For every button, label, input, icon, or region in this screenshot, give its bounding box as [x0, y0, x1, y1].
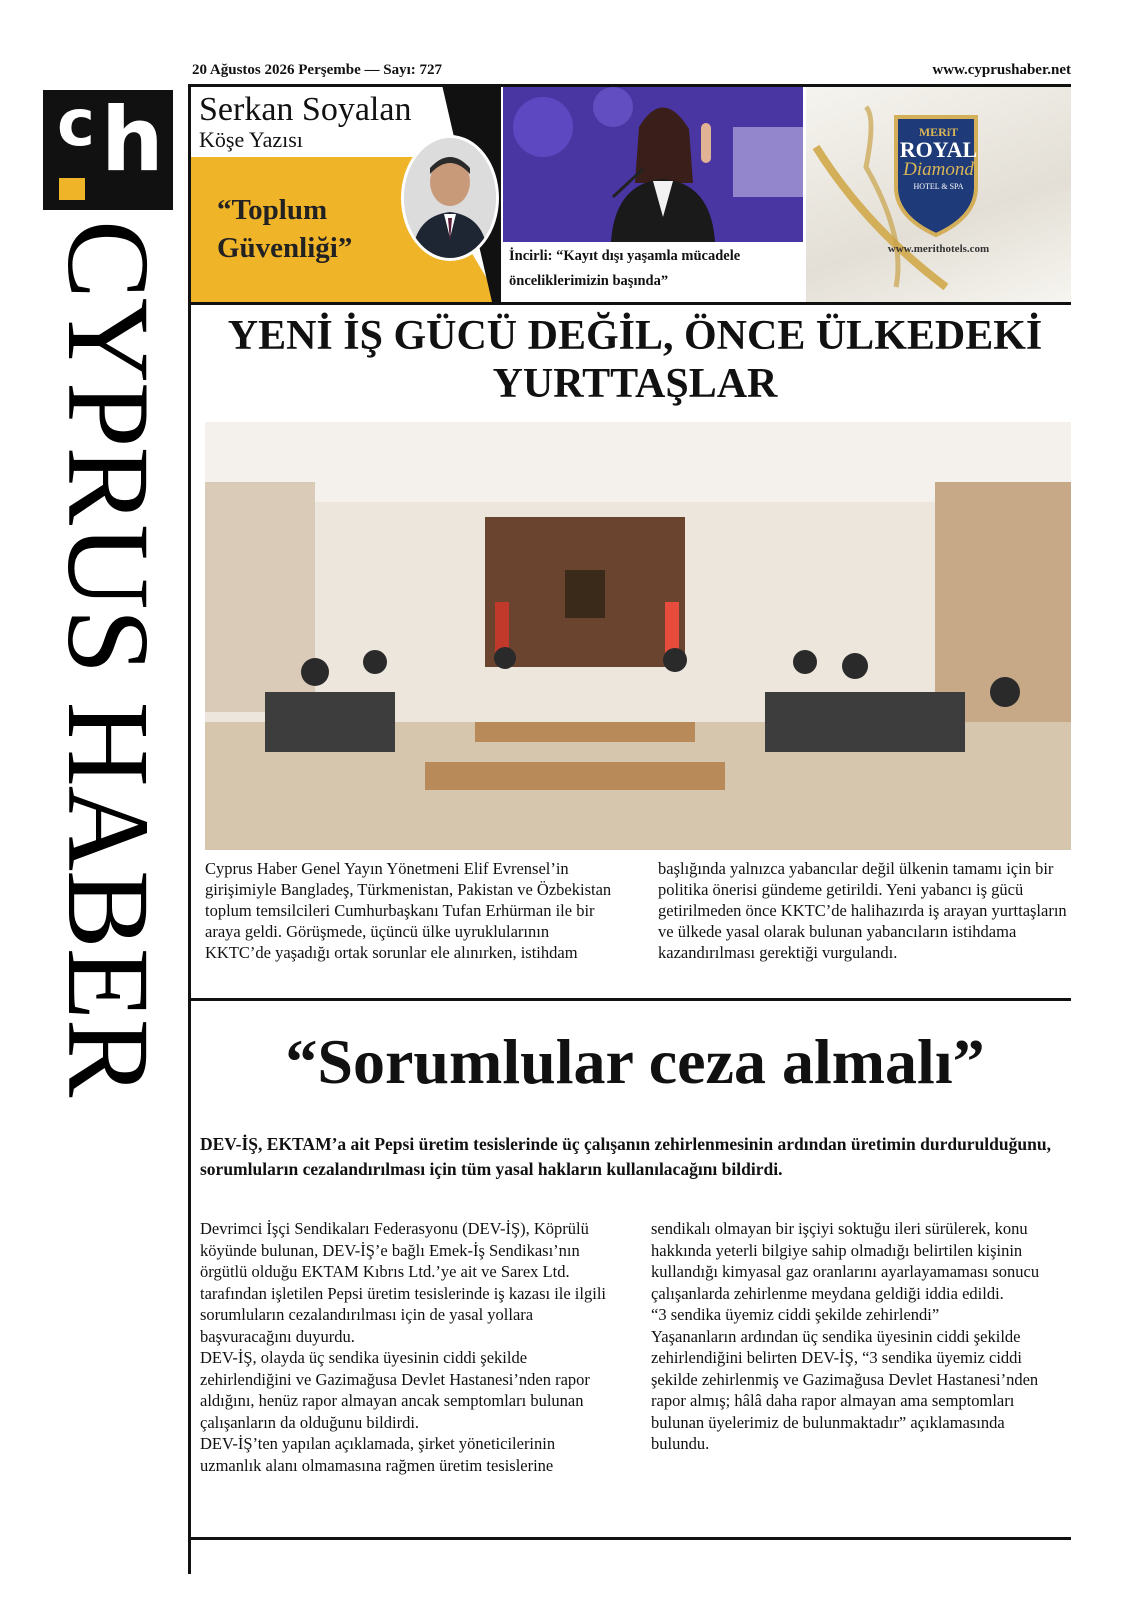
story2-lead: DEV-İŞ, EKTAM’a ait Pepsi üretim tesislerinde üç çalışanın zehirlenmesinin ardından üretimin durdurulduğunu, sorumluların cezalandırılması için tüm yasal hakların kullanılacağını bildirdi. [200, 1134, 1051, 1179]
column-divider [188, 86, 191, 1574]
ad-brand-merit: MERiT [918, 125, 959, 139]
section-rule [188, 998, 1071, 1001]
ad-website[interactable]: www.merithotels.com [887, 243, 990, 255]
section-rule [188, 302, 1071, 305]
story1-body: Cyprus Haber Genel Yayın Yönetmeni Elif Evrensel’in girişimiyle Bangladeş, Türkmenistan, Pakistan ve Özbekistan toplum temsilcileri Cumhurbaşkanı Tufan Erhürman ile bir araya geldi. Görüşmede, üçüncü ülke uyruklularının KKTC’de yaşadığı ortak sorunlar ele alınırken, istihdam başlığında yalnızca yabancılar değil ülkenin tamamı için bir politika önerisi gündeme getirildi. Yeni yabancı iş gücü getirilmeden önce KKTC’de halihazırda iş arayan yurttaşların ve ülkede yasal olarak bulunan yabancıların istihdama kazandırılması gerektiği vurgulandı. [205, 859, 1067, 962]
ad-brand-diamond: Diamond [903, 159, 974, 180]
columnist-box[interactable] [191, 87, 501, 302]
story2-body [200, 1218, 1062, 1476]
columnist-title: “Toplum Güvenliği” [217, 194, 353, 264]
story2-paragraph: Devrimci İşçi Sendikaları Federasyonu (DEV-İŞ), Köprülü köyünde bulunan, DEV-İŞ’e bağlı Emek-İş Sendikası’nın örgütlü olduğu EKTAM Kıbrıs Ltd.’ye ait ve Sarex Ltd. tarafından işletilen Pepsi üretim tesislerinde iş kazası ile ilgili sorumluların cezalandırılması için de yasal yollara başvuracağını duyurdu. [200, 1219, 606, 1346]
meeting-room-image-icon [205, 422, 1071, 850]
story2-paragraph: DEV-İŞ’ten yapılan açıklamada, şirket yöneticilerinin uzmanlık alanı olmamasına rağmen üretim tesislerine sendikalı olmayan bir işçiyi soktuğu ileri sürülerek, konu hakkında yeterli bilgiye sahip olmadığı belirtilen kişinin kullandığı kimyasal gaz oranlarını ayarlayamaması sonucu çalışanlarda zehirlenme meydana geldiği iddia edildi. [200, 1219, 1040, 1475]
issue-date: 20 Ağustos 2026 Perşembe — Sayı: 727 [192, 62, 442, 78]
speaker-photo[interactable] [503, 87, 803, 242]
columnist-section: Köşe Yazısı [199, 127, 303, 152]
bottom-rule [188, 1537, 1071, 1540]
speaker-caption[interactable]: İncirli: “Kayıt dışı yaşamla mücadele önceliklerimizin başında” [509, 248, 741, 289]
masthead-title: CYPRUS HABER [43, 220, 174, 1097]
masthead-container [40, 220, 176, 1550]
story2-paragraph: Yaşananların ardından üç sendika üyesinin ciddi şekilde zehirlendiğini belirten DEV-İŞ, “3 sendika üyemiz ciddi şekilde zehirlenmiş ve Gazimağusa Devlet Hastanesi’nden rapor almış; hâlâ daha rapor almayan ama semptomları bulunan üyelerimiz de bulunmaktadır” açıklamasında bulundu. [651, 1326, 1039, 1453]
hotel-advertisement[interactable] [806, 87, 1071, 302]
website-link[interactable]: www.cyprushaber.net [932, 62, 1071, 78]
logo [43, 87, 173, 210]
columnist-portrait-icon [404, 138, 496, 258]
logo-letter-h: h [101, 88, 164, 191]
columnist-avatar [401, 135, 499, 261]
columnist-name: Serkan Soyalan [199, 91, 412, 128]
ad-brand-royal: ROYAL [899, 137, 978, 162]
meeting-photo[interactable] [205, 422, 1071, 850]
logo-accent-bar [59, 178, 85, 200]
hotel-crest-icon [806, 87, 1071, 302]
story2-subheading: “3 sendika üyemiz ciddi şekilde zehirlendi” [651, 1305, 940, 1324]
story2-paragraph: DEV-İŞ, olayda üç sendika üyesinin ciddi şekilde zehirlendiğini ve Gazimağusa Devlet Hastanesi’nden rapor aldığını, henüz rapor almayan ancak semptomları bulunan çalışanların da olduğunu bildirdi. [200, 1348, 590, 1432]
speaker-image-icon [503, 87, 803, 242]
logo-letter-c: c [57, 87, 95, 161]
story2-headline[interactable]: “Sorumlular ceza almalı” [285, 1026, 985, 1097]
story1-headline[interactable]: YENİ İŞ GÜCÜ DEĞİL, ÖNCE ÜLKEDEKİ YURTTAŞLAR [227, 313, 1043, 407]
ad-brand-hotel-spa: HOTEL & SPA [913, 182, 964, 191]
